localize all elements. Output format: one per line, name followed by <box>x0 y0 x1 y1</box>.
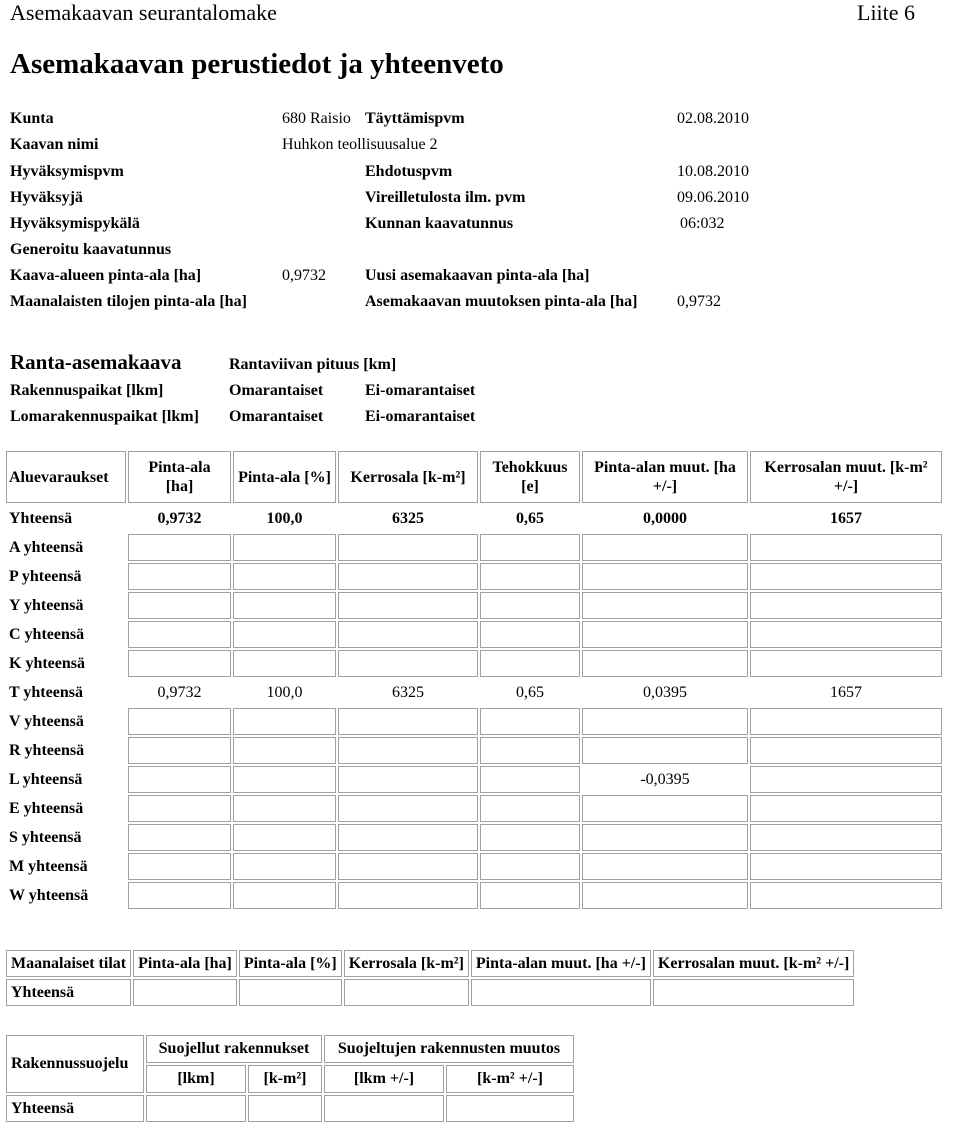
aluevaraukset-header-3: Kerrosala [k-m²] <box>338 451 478 503</box>
aluevaraukset-header-6: Kerrosalan muut. [k-m² +/-] <box>750 451 942 503</box>
suojelu-cell <box>146 1095 246 1122</box>
table-row <box>6 621 942 648</box>
aluevaraukset-header-1: Pinta-ala [ha] <box>128 451 231 503</box>
table-cell <box>338 534 478 561</box>
kaavatunnus-label: Kunnan kaavatunnus <box>365 215 514 232</box>
kaava-alue-label: Kaava-alueen pinta-ala [ha] <box>10 267 202 284</box>
table-cell <box>233 708 336 735</box>
aluevaraukset-header-0: Aluevaraukset <box>6 451 126 503</box>
table-cell <box>750 853 942 880</box>
table-cell <box>480 766 580 793</box>
table-cell <box>233 882 336 909</box>
table-cell <box>582 708 748 735</box>
table-row <box>6 795 942 822</box>
tayttamispvm-value: 02.08.2010 <box>677 110 749 127</box>
table-cell: 0,0395 <box>643 683 687 701</box>
table-row <box>6 534 942 561</box>
kaava-alue-value: 0,9732 <box>282 267 326 284</box>
row-label: V yhteensä <box>9 712 84 730</box>
table-cell <box>128 708 231 735</box>
row-label: Yhteensä <box>9 509 73 527</box>
table-cell <box>750 621 942 648</box>
table-cell <box>582 853 748 880</box>
table-cell <box>582 534 748 561</box>
table-cell <box>582 737 748 764</box>
table-cell <box>582 650 748 677</box>
table-cell <box>233 766 336 793</box>
table-cell <box>480 650 580 677</box>
ehdotuspvm-label: Ehdotuspvm <box>365 163 453 180</box>
maanalaiset-cell <box>133 979 237 1006</box>
maanalaiset-total-label: Yhteensä <box>6 979 131 1006</box>
table-cell: 100,0 <box>266 683 303 701</box>
table-cell <box>750 882 942 909</box>
suojelu-sub-2: [lkm +/-] <box>324 1065 444 1093</box>
maanalaiset-cell <box>471 979 651 1006</box>
table-cell <box>128 592 231 619</box>
table-cell <box>750 534 942 561</box>
row-label: T yhteensä <box>9 683 83 701</box>
suojelu-cell <box>248 1095 322 1122</box>
kaavatunnus-value: 06:032 <box>680 215 725 232</box>
suojelu-total-label: Yhteensä <box>6 1095 144 1122</box>
table-cell <box>480 795 580 822</box>
suojelu-sub-3: [k-m² +/-] <box>446 1065 574 1093</box>
table-cell: 1657 <box>830 683 862 701</box>
table-cell <box>750 592 942 619</box>
maanalaiset-pinta-ala-label: Maanalaisten tilojen pinta-ala [ha] <box>10 293 247 310</box>
row-label: M yhteensä <box>9 857 88 875</box>
table-cell <box>750 563 942 590</box>
row-label: E yhteensä <box>9 799 84 817</box>
row-label: L yhteensä <box>9 770 83 788</box>
maanalaiset-cell <box>344 979 469 1006</box>
muutos-pinta-ala-value: 0,9732 <box>677 293 721 310</box>
table-cell <box>582 882 748 909</box>
maanalaiset-header-2: Pinta-ala [%] <box>239 950 342 977</box>
hyvaksyja-label: Hyväksyjä <box>10 189 83 206</box>
table-cell <box>582 592 748 619</box>
maanalaiset-table <box>4 948 856 1008</box>
table-cell: 0,9732 <box>157 509 202 527</box>
lomarakennuspaikat-label: Lomarakennuspaikat [lkm] <box>10 408 199 425</box>
form-name: Asemakaavan seurantalomake <box>10 0 277 25</box>
table-cell <box>338 766 478 793</box>
row-label: Y yhteensä <box>9 596 84 614</box>
table-cell: 0,9732 <box>157 683 202 701</box>
table-row <box>6 882 942 909</box>
suojelu-cell <box>446 1095 574 1122</box>
maanalaiset-header-1: Pinta-ala [ha] <box>133 950 237 977</box>
table-cell <box>128 534 231 561</box>
table-row <box>6 737 942 764</box>
page-title: Asemakaavan perustiedot ja yhteenveto <box>10 48 504 80</box>
table-cell <box>582 795 748 822</box>
table-cell <box>128 795 231 822</box>
table-cell <box>128 621 231 648</box>
table-row <box>6 766 942 793</box>
table-cell: -0,0395 <box>640 770 690 788</box>
maanalaiset-cell <box>239 979 342 1006</box>
table-cell <box>128 824 231 851</box>
table-cell <box>750 650 942 677</box>
table-cell <box>338 824 478 851</box>
table-cell <box>480 882 580 909</box>
table-cell <box>233 563 336 590</box>
table-cell <box>233 737 336 764</box>
rakennussuojelu-label: Rakennussuojelu <box>6 1035 144 1093</box>
row-label: W yhteensä <box>9 886 89 904</box>
kaavan-nimi-value: Huhkon teollisuusalue 2 <box>282 136 438 153</box>
table-cell <box>338 592 478 619</box>
table-cell <box>338 795 478 822</box>
suojelu-sub-0: [lkm] <box>146 1065 246 1093</box>
table-row <box>6 853 942 880</box>
table-cell: 0,0000 <box>643 509 687 527</box>
appendix-label: Liite 6 <box>857 0 916 25</box>
table-cell: 0,65 <box>516 509 544 527</box>
table-cell <box>750 795 942 822</box>
lomarakennuspaikat-ei-omarantaiset: Ei-omarantaiset <box>365 408 476 425</box>
table-cell <box>233 853 336 880</box>
table-cell <box>338 650 478 677</box>
table-cell <box>582 563 748 590</box>
vireilletulo-value: 09.06.2010 <box>677 189 749 206</box>
table-cell <box>338 708 478 735</box>
table-cell <box>480 708 580 735</box>
tayttamispvm-label: Täyttämispvm <box>365 110 465 127</box>
table-cell <box>480 621 580 648</box>
table-cell: 6325 <box>392 683 424 701</box>
lomarakennuspaikat-omarantaiset: Omarantaiset <box>229 408 324 425</box>
ehdotuspvm-value: 10.08.2010 <box>677 163 749 180</box>
table-cell <box>750 824 942 851</box>
muutos-header: Suojeltujen rakennusten muutos <box>324 1035 574 1063</box>
row-label: P yhteensä <box>9 567 82 585</box>
table-row <box>6 505 942 532</box>
table-cell <box>128 766 231 793</box>
table-cell <box>128 737 231 764</box>
row-label: K yhteensä <box>9 654 85 672</box>
row-label: C yhteensä <box>9 625 85 643</box>
maanalaiset-header-0: Maanalaiset tilat <box>6 950 131 977</box>
table-row <box>6 592 942 619</box>
table-cell <box>233 824 336 851</box>
kaavan-nimi-label: Kaavan nimi <box>10 136 99 153</box>
aluevaraukset-header-4: Tehokkuus [e] <box>480 451 580 503</box>
table-row <box>6 679 942 706</box>
hyvaksymispykala-label: Hyväksymispykälä <box>10 215 140 232</box>
row-label: A yhteensä <box>9 538 84 556</box>
table-cell <box>750 737 942 764</box>
maanalaiset-header-4: Pinta-alan muut. [ha +/-] <box>471 950 651 977</box>
table-cell <box>233 534 336 561</box>
uusi-pinta-ala-label: Uusi asemakaavan pinta-ala [ha] <box>365 267 590 284</box>
table-cell: 6325 <box>392 509 424 527</box>
table-cell <box>582 824 748 851</box>
table-cell <box>480 737 580 764</box>
maanalaiset-cell <box>653 979 854 1006</box>
table-cell <box>233 650 336 677</box>
suojellut-header: Suojellut rakennukset <box>146 1035 322 1063</box>
table-cell <box>750 766 942 793</box>
aluevaraukset-header-5: Pinta-alan muut. [ha +/-] <box>582 451 748 503</box>
hyvaksymispvm-label: Hyväksymispvm <box>10 163 124 180</box>
table-cell <box>233 795 336 822</box>
table-cell <box>338 882 478 909</box>
maanalaiset-header-3: Kerrosala [k-m²] <box>344 950 469 977</box>
table-cell <box>480 592 580 619</box>
table-row <box>6 650 942 677</box>
rantaviiva-label: Rantaviivan pituus [km] <box>229 356 397 373</box>
muutos-pinta-ala-label: Asemakaavan muutoksen pinta-ala [ha] <box>365 293 638 310</box>
rakennuspaikat-label: Rakennuspaikat [lkm] <box>10 382 164 399</box>
table-cell <box>128 882 231 909</box>
table-cell <box>338 853 478 880</box>
table-cell <box>128 853 231 880</box>
vireilletulo-label: Vireilletulosta ilm. pvm <box>365 189 526 206</box>
table-cell <box>338 621 478 648</box>
table-cell <box>480 853 580 880</box>
rakennuspaikat-ei-omarantaiset: Ei-omarantaiset <box>365 382 476 399</box>
table-cell <box>582 621 748 648</box>
table-row <box>6 824 942 851</box>
kunta-label: Kunta <box>10 110 54 127</box>
table-cell <box>480 534 580 561</box>
table-row <box>6 708 942 735</box>
table-cell: 100,0 <box>266 509 303 527</box>
table-cell: 0,65 <box>516 683 544 701</box>
table-cell <box>480 563 580 590</box>
suojelu-cell <box>324 1095 444 1122</box>
ranta-heading: Ranta-asemakaava <box>10 350 182 374</box>
row-label: R yhteensä <box>9 741 85 759</box>
table-cell <box>750 708 942 735</box>
aluevaraukset-table <box>4 449 944 911</box>
table-cell <box>128 563 231 590</box>
aluevaraukset-header-2: Pinta-ala [%] <box>233 451 336 503</box>
row-label: S yhteensä <box>9 828 82 846</box>
table-cell <box>338 563 478 590</box>
maanalaiset-header-5: Kerrosalan muut. [k-m² +/-] <box>653 950 854 977</box>
table-cell <box>338 737 478 764</box>
rakennuspaikat-omarantaiset: Omarantaiset <box>229 382 324 399</box>
suojelu-sub-1: [k-m²] <box>248 1065 322 1093</box>
table-cell <box>128 650 231 677</box>
table-row <box>6 563 942 590</box>
table-cell <box>480 824 580 851</box>
generoitu-label: Generoitu kaavatunnus <box>10 241 172 258</box>
table-cell: 1657 <box>830 509 862 527</box>
kunta-value: 680 Raisio <box>282 110 351 127</box>
table-cell <box>233 592 336 619</box>
table-cell <box>233 621 336 648</box>
rakennussuojelu-table <box>4 1033 576 1124</box>
